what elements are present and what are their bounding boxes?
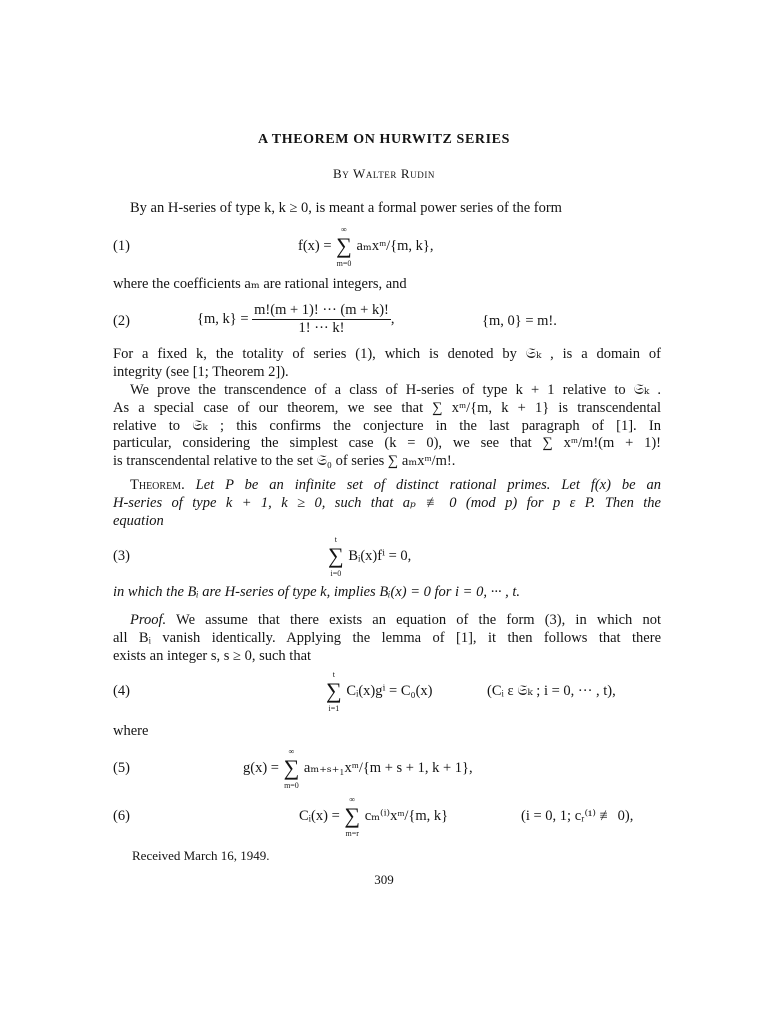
equation-number-3: (3) xyxy=(113,548,130,564)
eq5-rhs: aₘ₊ₛ₊₁xᵐ/{m + s + 1, k + 1}, xyxy=(303,760,473,776)
theorem-text: H-series of type k + 1, k ≥ 0, such that aₚ ≢ 0 (mod p) for p ε P. Then the xyxy=(113,494,661,511)
sum-upper-limit: ∞ xyxy=(341,225,347,234)
equation-number-5: (5) xyxy=(113,760,130,776)
text-line xyxy=(113,513,661,531)
equation-number-4: (4) xyxy=(113,683,130,699)
sum-upper-limit: t xyxy=(332,670,335,679)
equation-number-2: (2) xyxy=(113,313,130,329)
eq6-lhs: Cᵢ(x) = xyxy=(299,808,340,824)
conclusion-text: in which the Bᵢ are H-series of type k, implies Bᵢ(x) = 0 for i = 0, ··· , t. xyxy=(113,584,520,600)
paragraph-transcendence xyxy=(113,382,661,471)
text-line xyxy=(113,495,661,513)
theorem-label: Theorem. xyxy=(130,477,185,493)
theorem-text: equation xyxy=(113,512,164,529)
where-word: where xyxy=(113,723,149,739)
summation-sign: ∑ ∞ m=0 xyxy=(335,236,353,256)
summation-sign: ∑ ∞ m=0 xyxy=(283,758,301,778)
proof-label: Proof. xyxy=(130,612,167,628)
equation-4 xyxy=(325,670,433,713)
equation-5 xyxy=(243,747,473,790)
intro-sentence: By an H-series of type k, k ≥ 0, is meant a formal power series of the form xyxy=(130,200,562,216)
paper-title: A THEOREM ON HURWITZ SERIES xyxy=(258,132,510,147)
theorem-statement xyxy=(113,477,661,530)
fraction-denominator: 1! ··· k! xyxy=(298,320,345,336)
proof-text: We assume that there exists an equation of the form (3), in which not xyxy=(176,612,662,628)
received-date-footnote: Received March 16, 1949. xyxy=(132,848,270,863)
text-line: integrity (see [1; Theorem 2]). xyxy=(113,363,289,380)
text-line: We prove the transcendence of a class of H-series of type k + 1 relative to 𝔖ₖ . xyxy=(130,382,661,398)
text-line xyxy=(113,477,661,495)
text-line: exists an integer s, s ≥ 0, such that xyxy=(113,647,312,664)
paragraph-domain xyxy=(113,346,661,382)
equation-2 xyxy=(197,302,395,337)
summation-sign: ∑ t i=1 xyxy=(325,681,343,701)
text-line: For a fixed k, the totality of series (1), which is denoted by 𝔖ₖ , is a domain of xyxy=(113,346,661,362)
theorem-text: Let P be an infinite set of distinct rational primes. Let f(x) be an xyxy=(195,477,662,493)
eq2-fraction xyxy=(252,302,391,337)
eq3-rhs: Bᵢ(x)fⁱ = 0, xyxy=(348,548,412,564)
eq4-right: (Cᵢ ε 𝔖ₖ ; i = 0, ··· , t), xyxy=(487,683,616,699)
eq1-rhs: aₘxᵐ/{m, k}, xyxy=(356,238,434,254)
sum-lower-limit: m=0 xyxy=(284,781,299,790)
theorem-conclusion xyxy=(113,583,520,601)
summation-sign: ∑ t i=0 xyxy=(327,546,345,566)
equation-number-1: (1) xyxy=(113,238,130,254)
sum-lower-limit: m=0 xyxy=(336,259,352,268)
author-byline: By Walter Rudin xyxy=(332,166,436,181)
page-number: 309 xyxy=(374,872,394,887)
equation-1 xyxy=(298,225,434,268)
eq1-lhs: f(x) = xyxy=(298,238,332,254)
eq6-rhs: cₘ⁽ⁱ⁾xᵐ/{m, k} xyxy=(364,808,449,824)
equation-3 xyxy=(327,535,412,578)
text-line: particular, considering the simplest case (k = 0), we see that ∑ xᵐ/m!(m + 1)! xyxy=(113,435,661,452)
eq6-right: (i = 0, 1; cᵣ⁽¹⁾ ≢ 0), xyxy=(521,808,634,824)
text-line xyxy=(113,612,661,630)
eq4-rhs: Cᵢ(x)gⁱ = C₀(x) xyxy=(346,683,433,699)
text-line: all Bᵢ vanish identically. Applying the lemma of [1], it then follows that there xyxy=(113,629,661,646)
eq2-lhs: {m, k} = xyxy=(197,311,249,327)
eq2-comma: , xyxy=(390,311,395,327)
text-line: relative to 𝔖ₖ ; this confirms the conjecture in the last paragraph of [1]. In xyxy=(113,417,661,434)
coefficient-sentence: where the coefficients aₘ are rational integers, and xyxy=(113,276,407,292)
sum-upper-limit: ∞ xyxy=(288,747,295,756)
proof-paragraph xyxy=(113,612,661,665)
sum-lower-limit: i=1 xyxy=(328,704,340,713)
sum-lower-limit: m=r xyxy=(345,829,359,838)
equation-number-6: (6) xyxy=(113,808,130,824)
eq2-right: {m, 0} = m!. xyxy=(482,313,557,329)
text-line: As a special case of our theorem, we see that ∑ xᵐ/{m, k + 1} is transcendental xyxy=(113,399,661,416)
equation-6 xyxy=(299,795,449,838)
eq5-lhs: g(x) = xyxy=(243,760,279,776)
sum-upper-limit: ∞ xyxy=(349,795,356,804)
sum-lower-limit: i=0 xyxy=(330,569,342,578)
summation-sign: ∑ ∞ m=r xyxy=(343,806,361,826)
text-line: is transcendental relative to the set 𝔖₀ of series ∑ aₘxᵐ/m!. xyxy=(113,453,456,470)
fraction-numerator: m!(m + 1)! ··· (m + k)! xyxy=(254,302,389,318)
sum-upper-limit: t xyxy=(334,535,337,544)
